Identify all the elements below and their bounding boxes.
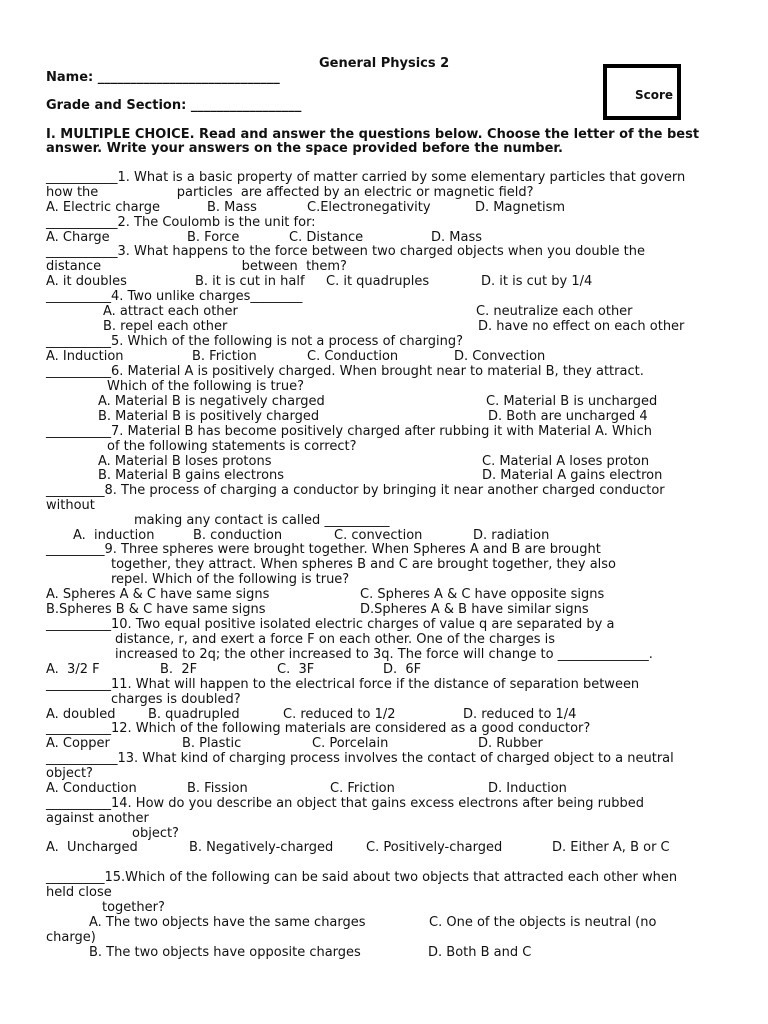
question-6-choice-a: A. Material B is negatively charged <box>98 394 325 409</box>
question-4-choice-c: C. neutralize each other <box>476 304 633 319</box>
question-3-choice-d: D. it is cut by 1/4 <box>481 274 593 289</box>
question-15-choice-b: B. The two objects have opposite charges <box>89 945 361 960</box>
question-8-choice-a: A. induction <box>73 528 155 543</box>
question-5-choice-c: C. Conduction <box>307 349 399 364</box>
question-10-text: __________10. Two equal positive isolated electric charges of value q are separated by a <box>46 617 615 632</box>
question-7-choice-d: D. Material A gains electron <box>482 468 663 483</box>
question-8-choice-b: B. conduction <box>193 528 283 543</box>
question-9-choice-d: D.Spheres A & B have similar signs <box>360 602 589 617</box>
question-7-text-cont: of the following statements is correct? <box>107 439 357 454</box>
question-2-choice-b: B. Force <box>187 230 240 245</box>
question-15-choice-c-cont: charge) <box>46 930 96 945</box>
question-5-choice-b: B. Friction <box>192 349 257 364</box>
question-6-choice-d: D. Both are uncharged 4 <box>488 409 648 424</box>
question-14-text: __________14. How do you describe an object that gains excess electrons after being rubbed <box>46 796 644 811</box>
question-9-choice-b: B.Spheres B & C have same signs <box>46 602 266 617</box>
question-10-choice-c: C. 3F <box>277 662 315 677</box>
question-9-text-cont: together, they attract. When spheres B and C are brought together, they also <box>111 557 617 572</box>
question-2-choice-a: A. Charge <box>46 230 110 245</box>
question-5-choice-d: D. Convection <box>454 349 546 364</box>
question-12-choice-b: B. Plastic <box>182 736 242 751</box>
question-14-text-cont-2: object? <box>132 826 179 841</box>
question-12-text: __________12. Which of the following materials are considered as a good conductor? <box>46 721 591 736</box>
question-15-choice-c: C. One of the objects is neutral (no <box>429 915 657 930</box>
question-5-choice-a: A. Induction <box>46 349 124 364</box>
question-3-choice-b: B. it is cut in half <box>195 274 305 289</box>
question-12-choice-d: D. Rubber <box>478 736 543 751</box>
question-8-choice-c: C. convection <box>334 528 423 543</box>
question-8-choice-d: D. radiation <box>473 528 550 543</box>
question-13-choice-d: D. Induction <box>488 781 567 796</box>
question-13-choice-a: A. Conduction <box>46 781 137 796</box>
question-9-choice-c: C. Spheres A & C have opposite signs <box>360 587 605 602</box>
question-12-choice-c: C. Porcelain <box>312 736 389 751</box>
question-3-choice-a: A. it doubles <box>46 274 127 289</box>
question-8-text-cont-2: making any contact is called __________ <box>134 513 390 528</box>
question-4-choice-d: D. have no effect on each other <box>478 319 685 334</box>
question-7-text: __________7. Material B has become positively charged after rubbing it with Material A. Which <box>46 424 653 439</box>
question-13-text-cont: object? <box>46 766 93 781</box>
question-11-text: __________11. What will happen to the electrical force if the distance of separation between <box>46 677 640 692</box>
question-3-choice-c: C. it quadruples <box>326 274 430 289</box>
question-13-choice-b: B. Fission <box>187 781 248 796</box>
instructions-line-1: I. MULTIPLE CHOICE. Read and answer the questions below. Choose the letter of the best <box>46 127 700 142</box>
question-5-text: __________5. Which of the following is not a process of charging? <box>46 334 463 349</box>
question-7-choice-a: A. Material B loses protons <box>98 454 272 469</box>
question-11-text-cont: charges is doubled? <box>111 692 241 707</box>
question-15-choice-d: D. Both B and C <box>428 945 532 960</box>
question-1-text: ___________1. What is a basic property of matter carried by some elementary particles that govern <box>46 170 686 185</box>
question-4-choice-b: B. repel each other <box>103 319 228 334</box>
question-14-choice-a: A. Uncharged <box>46 840 138 855</box>
question-4-text: __________4. Two unlike charges________ <box>46 289 303 304</box>
question-7-choice-c: C. Material A loses proton <box>482 454 650 469</box>
question-6-text: __________6. Material A is positively charged. When brought near to material B, they attract. <box>46 364 644 379</box>
question-15-text-cont-2: together? <box>102 900 165 915</box>
question-14-text-cont: against another <box>46 811 149 826</box>
question-8-text: _________8. The process of charging a conductor by bringing it near another charged conductor <box>46 483 665 498</box>
question-8-text-cont: without <box>46 498 95 513</box>
question-1-text-cont: how the particles are affected by an electric or magnetic field? <box>46 185 534 200</box>
question-6-text-cont: Which of the following is true? <box>107 379 305 394</box>
question-12-choice-a: A. Copper <box>46 736 110 751</box>
question-11-choice-a: A. doubled <box>46 707 116 722</box>
question-10-choice-d: D. 6F <box>383 662 422 677</box>
question-1-choice-d: D. Magnetism <box>475 200 566 215</box>
score-label: Score <box>635 88 674 102</box>
question-3-text: ___________3. What happens to the force between two charged objects when you double the <box>46 244 645 259</box>
name-field-line[interactable]: Name: ____________________________ <box>46 70 280 85</box>
question-10-choice-b: B. 2F <box>160 662 198 677</box>
page-title: General Physics 2 <box>319 56 450 71</box>
question-11-choice-b: B. quadrupled <box>148 707 240 722</box>
question-4-choice-a: A. attract each other <box>103 304 238 319</box>
score-box <box>603 64 681 120</box>
question-2-choice-d: D. Mass <box>431 230 483 245</box>
question-6-choice-c: C. Material B is uncharged <box>486 394 658 409</box>
question-13-text: ___________13. What kind of charging process involves the contact of charged object to a neutral <box>46 751 674 766</box>
question-9-text: _________9. Three spheres were brought together. When Spheres A and B are brought <box>46 542 601 557</box>
question-10-text-cont-2: increased to 2q; the other increased to 3q. The force will change to ______________. <box>115 647 653 662</box>
question-9-text-cont-2: repel. Which of the following is true? <box>111 572 350 587</box>
question-2-choice-c: C. Distance <box>289 230 364 245</box>
question-11-choice-d: D. reduced to 1/4 <box>463 707 577 722</box>
question-1-choice-a: A. Electric charge <box>46 200 160 215</box>
question-1-choice-c: C.Electronegativity <box>307 200 431 215</box>
question-9-choice-a: A. Spheres A & C have same signs <box>46 587 270 602</box>
question-11-choice-c: C. reduced to 1/2 <box>283 707 396 722</box>
question-14-choice-d: D. Either A, B or C <box>552 840 670 855</box>
question-10-choice-a: A. 3/2 F <box>46 662 100 677</box>
question-2-text: ___________2. The Coulomb is the unit for: <box>46 215 316 230</box>
question-14-choice-b: B. Negatively-charged <box>189 840 334 855</box>
question-14-choice-c: C. Positively-charged <box>366 840 503 855</box>
question-3-text-cont: distance between them? <box>46 259 347 274</box>
question-13-choice-c: C. Friction <box>330 781 395 796</box>
question-15-text: _________15.Which of the following can be said about two objects that attracted each other when <box>46 870 678 885</box>
question-15-choice-a: A. The two objects have the same charges <box>89 915 366 930</box>
question-6-choice-b: B. Material B is positively charged <box>98 409 320 424</box>
question-10-text-cont: distance, r, and exert a force F on each other. One of the charges is <box>115 632 556 647</box>
question-1-choice-b: B. Mass <box>207 200 257 215</box>
instructions-line-2: answer. Write your answers on the space provided before the number. <box>46 141 563 156</box>
grade-section-field-line[interactable]: Grade and Section: _________________ <box>46 98 302 113</box>
question-7-choice-b: B. Material B gains electrons <box>98 468 285 483</box>
question-15-text-cont: held close <box>46 885 112 900</box>
